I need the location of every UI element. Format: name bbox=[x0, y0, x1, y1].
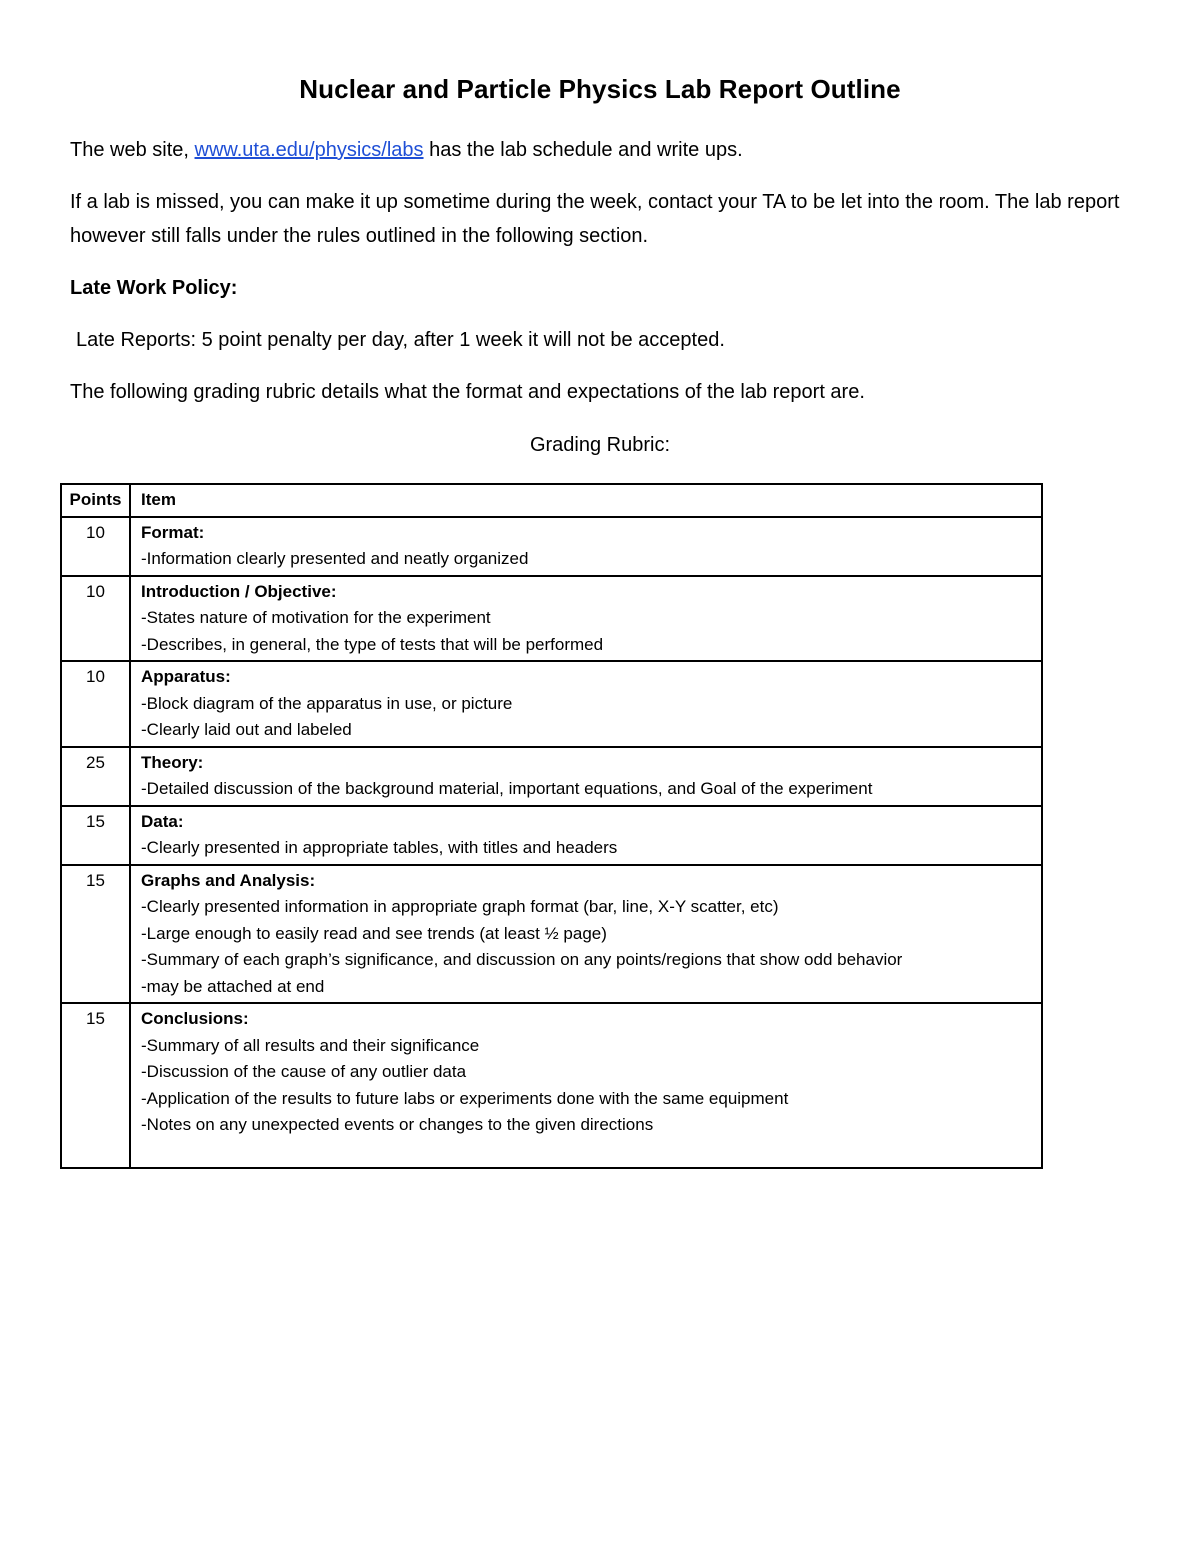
table-row bbox=[61, 806, 1042, 865]
points-cell: 25 bbox=[61, 747, 130, 806]
item-heading: Introduction / Objective: bbox=[141, 581, 337, 601]
item-detail-line: -Summary of each graph’s significance, and discussion on any points/regions that show odd behavior bbox=[141, 950, 903, 969]
item-heading: Format: bbox=[141, 522, 205, 542]
item-heading: Theory: bbox=[141, 752, 204, 772]
labs-link[interactable]: www.uta.edu/physics/labs bbox=[194, 139, 424, 161]
item-cell bbox=[130, 747, 1042, 806]
website-suffix: has the lab schedule and write ups. bbox=[423, 139, 743, 161]
missed-lab-paragraph: If a lab is missed, you can make it up sometime during the week, contact your TA to be let into the room. The lab report however still falls under the rules outlined in the following section. bbox=[70, 191, 1120, 247]
rubric-body bbox=[61, 517, 1042, 1168]
item-cell bbox=[130, 1003, 1042, 1168]
table-row bbox=[61, 865, 1042, 1004]
item-detail-line: -Clearly laid out and labeled bbox=[141, 720, 352, 739]
item-detail-line: -Discussion of the cause of any outlier data bbox=[141, 1062, 467, 1081]
item-detail-line: -Block diagram of the apparatus in use, or picture bbox=[141, 693, 513, 713]
item-detail-line: -States nature of motivation for the experiment bbox=[141, 608, 491, 627]
item-detail-line: -Information clearly presented and neatly organized bbox=[141, 549, 529, 568]
item-detail-line: -Summary of all results and their significance bbox=[141, 1035, 480, 1055]
website-paragraph bbox=[70, 133, 1130, 167]
table-row bbox=[61, 661, 1042, 747]
item-detail-line: -Detailed discussion of the background material, important equations, and Goal of the experiment bbox=[141, 779, 873, 798]
item-heading: Graphs and Analysis: bbox=[141, 870, 316, 890]
table-header-row bbox=[61, 484, 1042, 517]
late-work-heading: Late Work Policy: bbox=[70, 277, 238, 299]
item-detail-line: -may be attached at end bbox=[141, 976, 325, 996]
table-row bbox=[61, 1003, 1042, 1168]
points-cell: 10 bbox=[61, 517, 130, 576]
item-detail-line: -Notes on any unexpected events or changes to the given directions bbox=[141, 1115, 654, 1134]
item-detail-line: -Describes, in general, the type of tests that will be performed bbox=[141, 634, 604, 654]
item-cell bbox=[130, 576, 1042, 662]
rubric-heading: Grading Rubric: bbox=[529, 434, 671, 456]
points-cell: 10 bbox=[61, 661, 130, 747]
rubric-intro-paragraph: The following grading rubric details what the format and expectations of the lab report are. bbox=[70, 381, 865, 403]
item-heading: Apparatus: bbox=[141, 667, 231, 686]
late-reports-paragraph: Late Reports: 5 point penalty per day, after 1 week it will not be accepted. bbox=[76, 329, 725, 351]
points-cell: 15 bbox=[61, 1003, 130, 1168]
item-detail-line: -Application of the results to future labs or experiments done with the same equipment bbox=[141, 1088, 789, 1108]
item-heading: Data: bbox=[141, 811, 184, 831]
item-cell bbox=[130, 661, 1042, 747]
website-prefix: The web site, bbox=[70, 139, 195, 161]
item-detail-line: -Large enough to easily read and see trends (at least ½ page) bbox=[141, 923, 607, 943]
table-row bbox=[61, 747, 1042, 806]
item-cell bbox=[130, 865, 1042, 1004]
points-cell: 10 bbox=[61, 576, 130, 662]
table-row bbox=[61, 576, 1042, 662]
points-cell: 15 bbox=[61, 865, 130, 1004]
item-heading: Conclusions: bbox=[141, 1009, 249, 1028]
table-row bbox=[61, 517, 1042, 576]
item-column-header: Item bbox=[130, 484, 1042, 517]
points-column-header: Points bbox=[61, 484, 130, 517]
grading-rubric-table bbox=[60, 483, 1043, 1169]
points-cell: 15 bbox=[61, 806, 130, 865]
item-detail-line: -Clearly presented information in appropriate graph format (bar, line, X-Y scatter, etc) bbox=[141, 897, 779, 916]
item-cell bbox=[130, 517, 1042, 576]
document-title: Nuclear and Particle Physics Lab Report Outline bbox=[299, 74, 901, 104]
item-detail-line: -Clearly presented in appropriate tables, with titles and headers bbox=[141, 838, 618, 857]
item-cell bbox=[130, 806, 1042, 865]
